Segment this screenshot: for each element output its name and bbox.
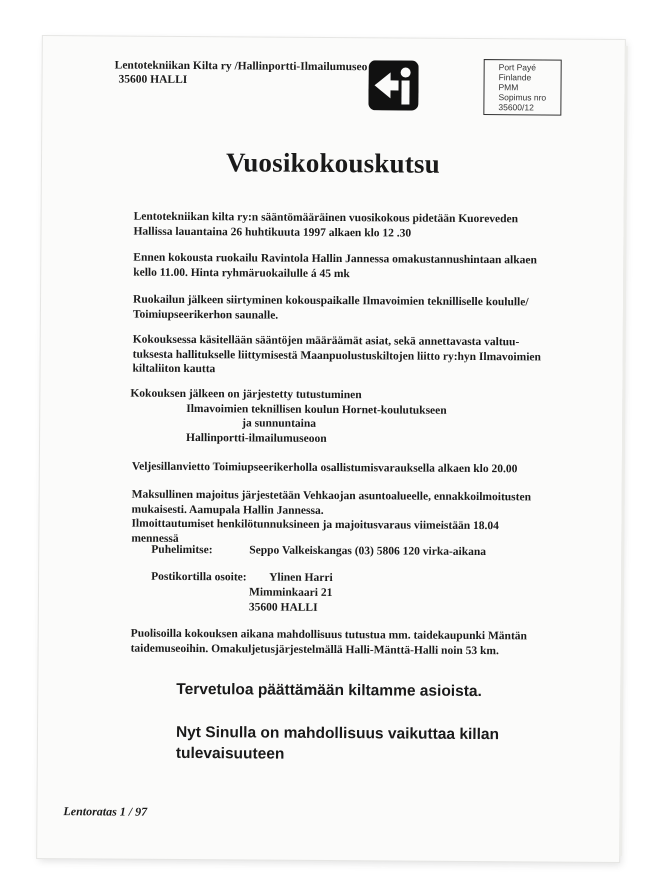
phone-label: Puhelimitse: — [151, 543, 213, 557]
text-line: Hallinportti-ilmailumuseoon — [186, 431, 327, 445]
text-line: Veljesillanvietto Toimiupseerikerholla osallistumisvarauksella alkaen klo 20.00 — [131, 460, 518, 476]
postage-paid-stamp — [483, 59, 561, 116]
sender-header — [115, 58, 368, 88]
text-line: Ruokailun jälkeen siirtyminen kokouspaikalle Ilmavoimien teknilliselle koululle/ — [132, 293, 529, 309]
paragraph-spouses — [131, 627, 571, 659]
organization-address: 35600 HALLI — [118, 73, 188, 86]
organization-name: Lentotekniikan Kilta ry /Hallinportti-Ilmailumuseo — [114, 59, 368, 74]
stamp-line: PMM — [498, 82, 519, 93]
document-page — [37, 36, 625, 862]
closing-line: Nyt Sinulla on mahdollisuus vaikuttaa killan — [175, 723, 500, 744]
postcard-city: 35600 HALLI — [248, 601, 318, 614]
paragraph-transfer — [133, 293, 573, 325]
paragraph-agenda — [133, 333, 573, 380]
paragraph-visit — [130, 387, 570, 448]
text-line: Kokouksen jälkeen on järjestetty tutustuminen — [130, 387, 362, 402]
text-line: mukaisesti. Aamupala Hallin Jannessa. — [131, 503, 324, 517]
text-line: kello 11.00. Hinta ryhmäruokailulle á 45 mk — [133, 266, 350, 280]
text-line: Hallissa lauantaina 26 huhtikuuta 1997 alkaen klo 12 .30 — [133, 225, 412, 240]
text-line: mennessä — [131, 532, 179, 545]
paragraph-lunch — [133, 251, 573, 283]
text-line: Puolisoilla kokouksen aikana mahdollisuus tutustua mm. taidekaupunki Mäntän — [130, 627, 527, 643]
info-arrow-logo-icon — [368, 60, 418, 110]
stamp-line: Finlande — [498, 72, 532, 83]
text-line: Maksullinen majoitus järjestetään Vehkaojan asuntoalueelle, ennakkoilmoitusten — [131, 488, 532, 504]
stamp-line: Sopimus nro — [498, 92, 547, 103]
text-line: taidemuseoihin. Omakuljetusjärjestelmällä Halli-Mänttä-Halli noin 53 km. — [130, 642, 499, 657]
text-line: ja sunnuntaina — [242, 417, 317, 430]
phone-value: Seppo Valkeiskangas (03) 5806 120 virka-aikana — [249, 544, 487, 559]
closing-welcome — [176, 679, 482, 702]
text-line: Ennen kokousta ruokailu Ravintola Hallin Jannessa omakustannushintaan alkaen — [133, 251, 537, 267]
text-line: Kokouksessa käsitellään sääntöjen määräämät asiat, sekä annettavasta valtuu- — [132, 333, 520, 349]
postcard-name: Ylinen Harri — [269, 571, 333, 585]
closing-line: tulevaisuuteen — [175, 744, 285, 763]
text-line: tuksesta hallitukselle liittymisestä Maanpuolustuskiltojen liitto ry:hyn Ilmavoimien — [132, 348, 541, 363]
paragraph-accommodation — [131, 488, 571, 549]
paragraph-meeting — [133, 210, 573, 242]
paragraph-evening — [132, 460, 572, 478]
document-title: Vuosikokouskutsu — [225, 147, 441, 179]
issue-footer: Lentoratas 1 / 97 — [63, 804, 148, 819]
text-line: Ilmoittautumiset henkilötunnuksineen ja majoitusvaraus viimeistään 18.04 — [131, 517, 499, 533]
text-line: Toimiupseerikerhon saunalle. — [132, 308, 279, 322]
stamp-line: Port Payé — [498, 62, 537, 73]
stamp-line: 35600/12 — [498, 102, 534, 113]
closing-line: Tervetuloa päättämään kiltamme asioista. — [176, 680, 482, 701]
closing-invitation — [176, 722, 499, 766]
text-line: Ilmavoimien teknillisen koulun Hornet-koulutukseen — [186, 402, 447, 417]
text-line: Lentotekniikan kilta ry:n sääntömääräinen vuosikokous pidetään Kuoreveden — [133, 210, 519, 226]
postcard-label: Postikortilla osoite: — [151, 570, 247, 584]
postcard-street: Mimminkaari 21 — [248, 586, 333, 600]
text-line: kiltaliiton kautta — [132, 362, 216, 376]
